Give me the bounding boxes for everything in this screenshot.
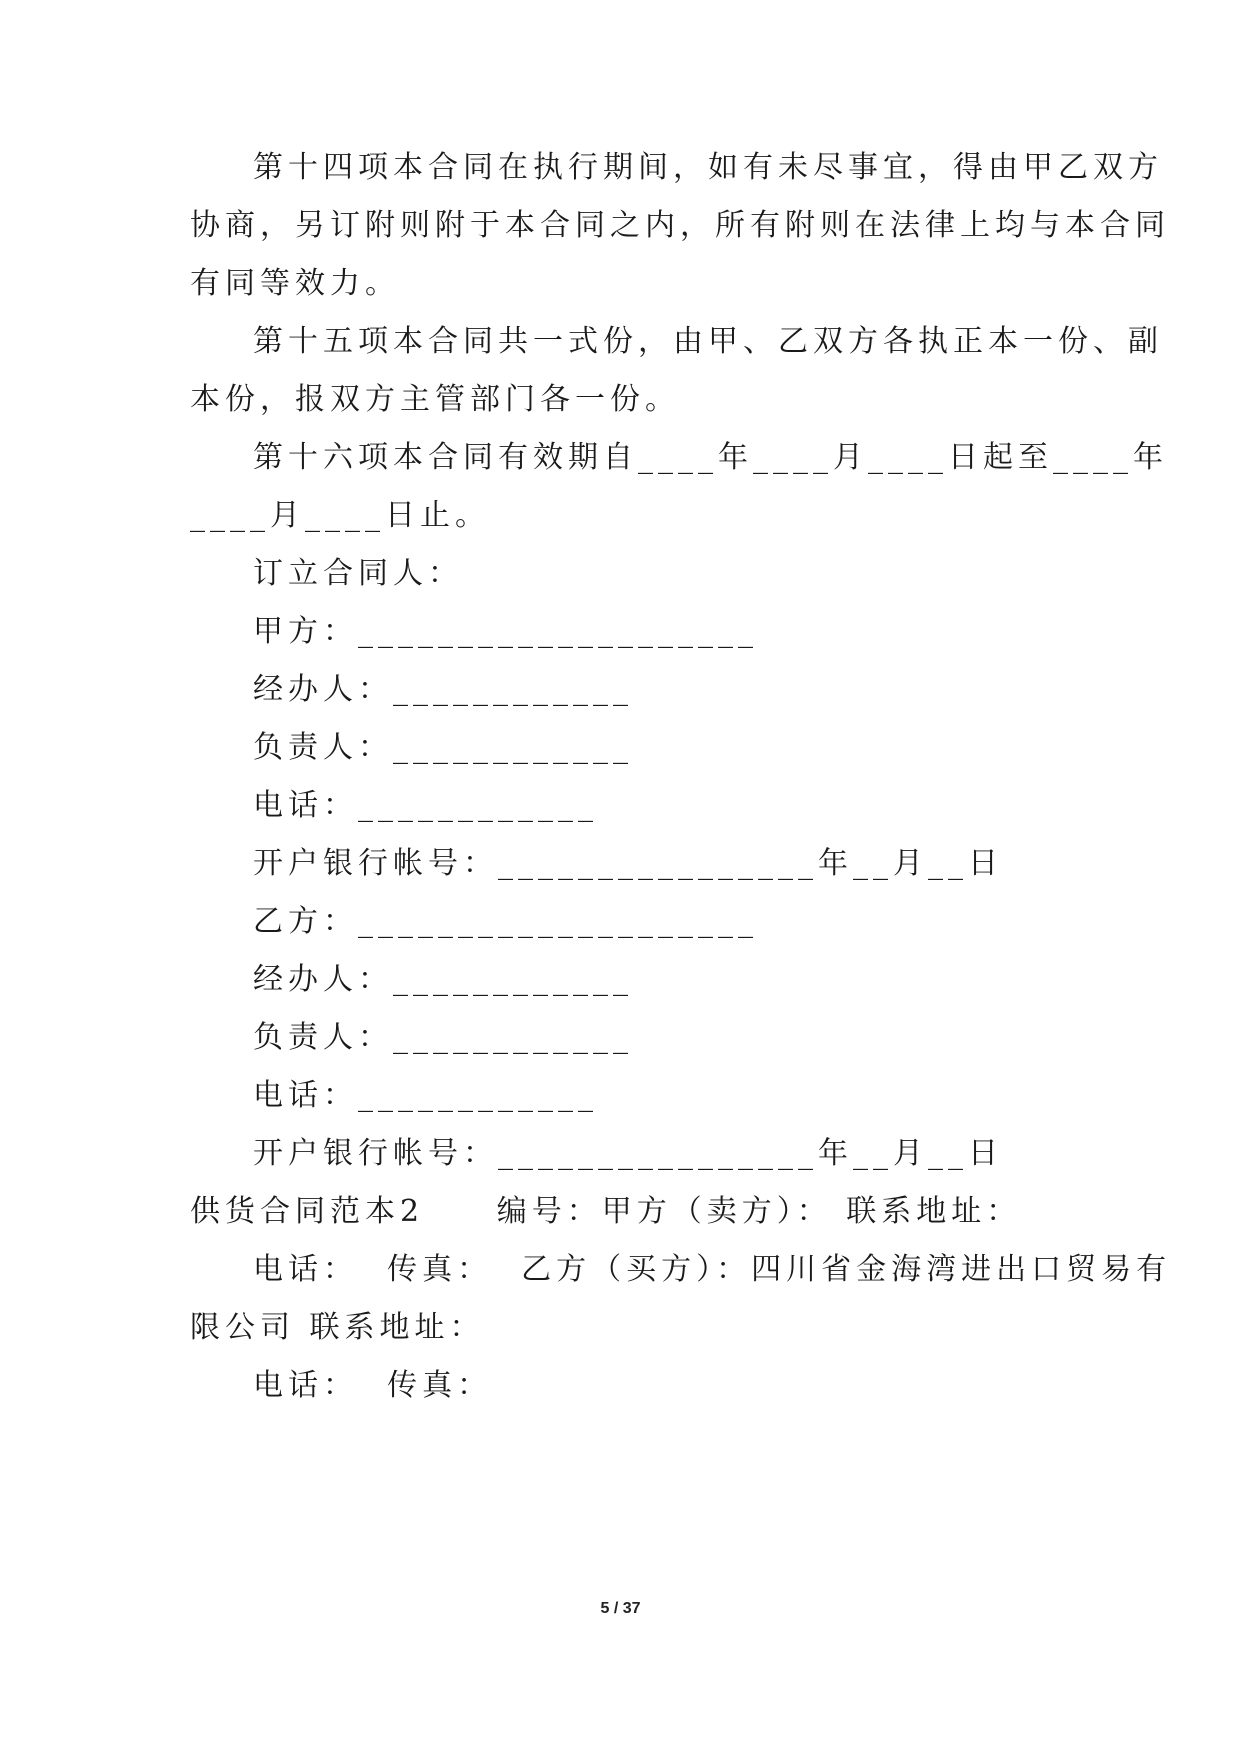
- text-line: 乙方：____________________: [253, 904, 758, 939]
- text-line: 负责人：____________: [253, 730, 633, 765]
- text-line: 有同等效力。: [190, 266, 400, 301]
- text-line: 协商，另订附则附于本合同之内，所有附则在法律上均与本合同: [190, 208, 1170, 243]
- text-line: 电话：____________: [253, 788, 598, 823]
- text-line: 经办人：____________: [253, 962, 633, 997]
- text-line: 供货合同范本2 编号：甲方（卖方）： 联系地址：: [190, 1194, 1022, 1229]
- text-line: 经办人：____________: [253, 672, 633, 707]
- text-line: 第十四项本合同在执行期间，如有未尽事宜，得由甲乙双方: [253, 150, 1163, 185]
- text-line: 甲方：____________________: [253, 614, 758, 649]
- page-number: 5 / 37: [600, 1600, 641, 1617]
- text-line: 电话：____________: [253, 1078, 598, 1113]
- text-line: 限公司 联系地址：: [190, 1310, 485, 1345]
- text-line: 负责人：____________: [253, 1020, 633, 1055]
- text-line: 电话： 传真：: [253, 1368, 493, 1403]
- text-line: 本份，报双方主管部门各一份。: [190, 382, 680, 417]
- text-line: 开户银行帐号：________________年__月__日: [253, 1136, 1003, 1171]
- text-line: 第十六项本合同有效期自____年____月____日起至____年: [253, 440, 1168, 475]
- text-line: 第十五项本合同共一式份，由甲、乙双方各执正本一份、副: [253, 324, 1163, 359]
- text-line: 开户银行帐号：________________年__月__日: [253, 846, 1003, 881]
- text-line: 订立合同人：: [253, 556, 463, 591]
- text-line: ____月____日止。: [190, 498, 490, 533]
- text-line: 电话： 传真： 乙方（买方）：四川省金海湾进出口贸易有: [253, 1252, 1172, 1287]
